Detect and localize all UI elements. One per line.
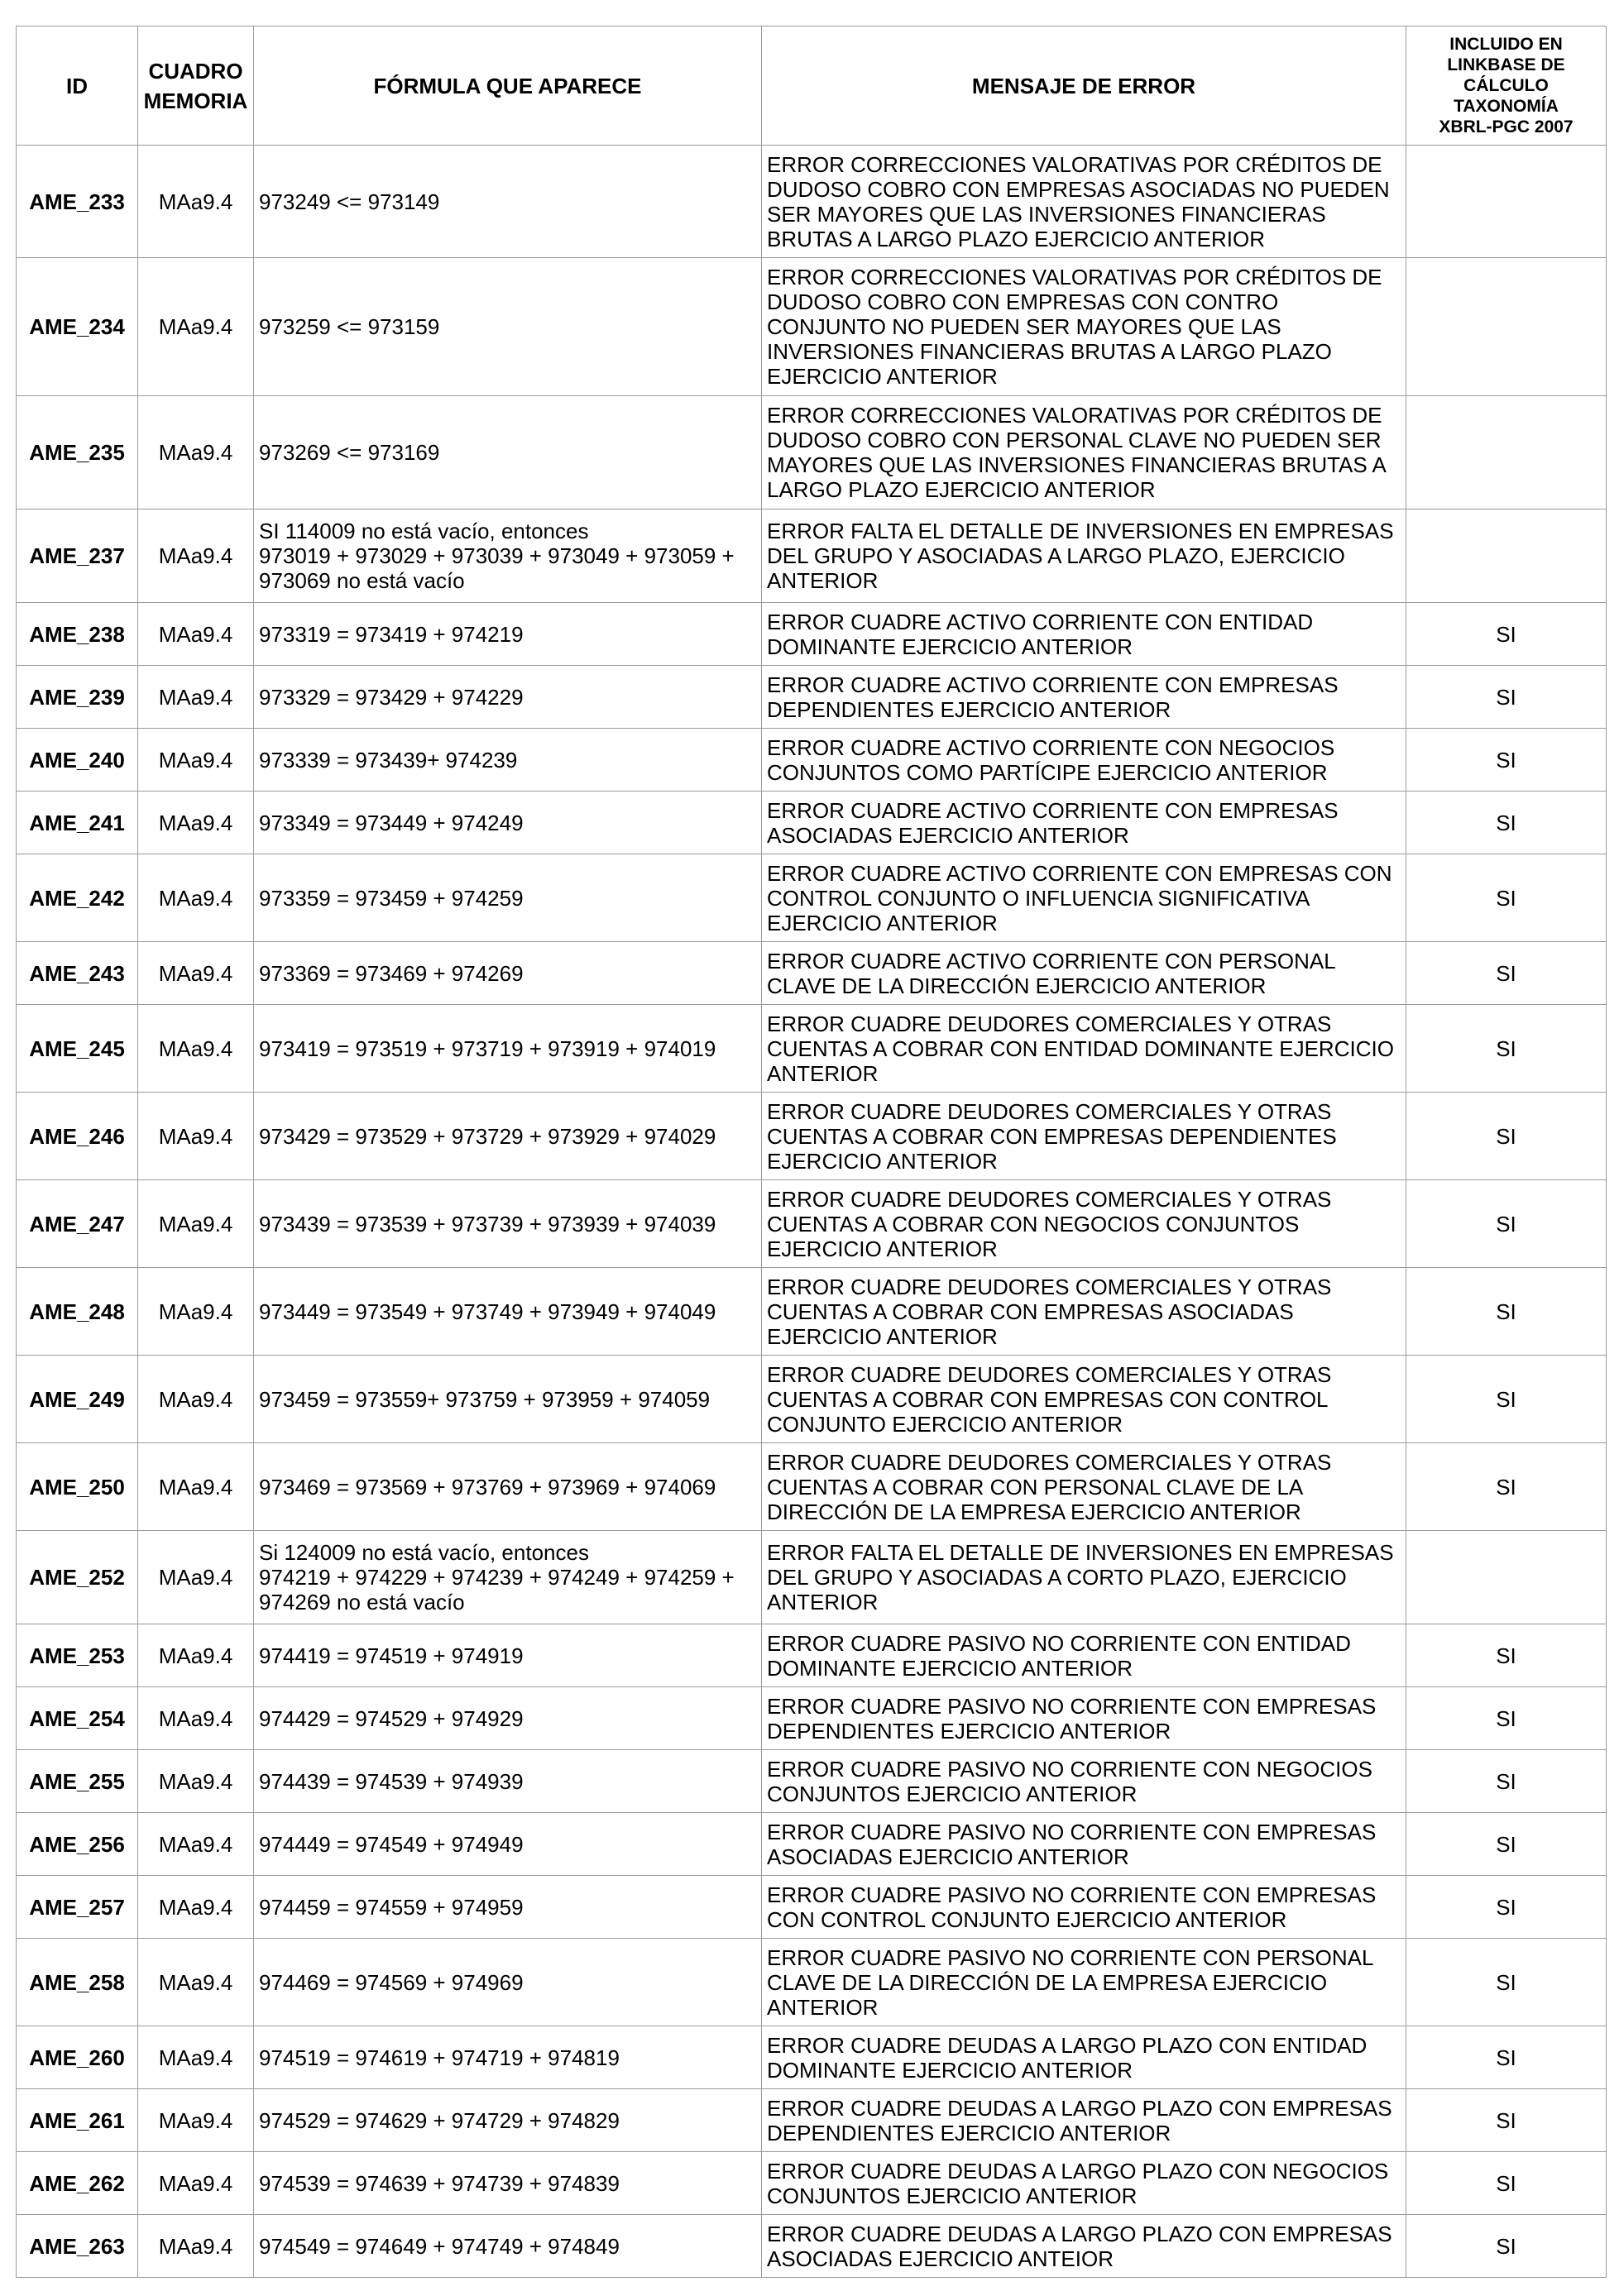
row-formula [254,146,762,258]
row-incluido-linkbase: SI [1406,1356,1607,1443]
row-formula [254,729,762,792]
row-id: AME_245 [17,1005,138,1093]
row-cuadro-memoria: MAa9.4 [138,1180,254,1268]
table-row [17,1939,1607,2026]
formula-line: 974449 = 974549 + 974949 [259,1831,524,1857]
header-row [17,26,1607,146]
row-cuadro-memoria: MAa9.4 [138,1750,254,1813]
row-incluido-linkbase [1406,509,1607,603]
formula-line: 973339 = 973439+ 974239 [259,747,518,773]
row-cuadro-memoria: MAa9.4 [138,1443,254,1531]
row-formula [254,258,762,396]
header-mensaje: MENSAJE DE ERROR [762,26,1406,146]
row-error-message: ERROR CUADRE PASIVO NO CORRIENTE CON EMPRESAS ASOCIADAS EJERCICIO ANTERIOR [762,1813,1406,1876]
header-incluido-line2: LINKBASE DE [1447,55,1565,74]
table-row [17,666,1607,729]
row-id: AME_241 [17,792,138,854]
row-cuadro-memoria: MAa9.4 [138,942,254,1005]
table-row [17,258,1607,396]
row-formula [254,2026,762,2089]
row-formula [254,1093,762,1180]
row-formula [254,396,762,509]
formula-line: 974439 = 974539 + 974939 [259,1768,524,1794]
table-row [17,1268,1607,1356]
row-incluido-linkbase: SI [1406,1813,1607,1876]
formula-line: 973349 = 973449 + 974249 [259,810,524,835]
row-error-message: ERROR CORRECCIONES VALORATIVAS POR CRÉDITOS DE DUDOSO COBRO CON EMPRESAS CON CONTRO CONJUNTO NO PUEDEN SER MAYORES QUE LAS INVERSIONES FINANCIERAS BRUTAS A LARGO PLAZO EJERCICIO ANTERIOR [762,258,1406,396]
row-error-message: ERROR CUADRE PASIVO NO CORRIENTE CON NEGOCIOS CONJUNTOS EJERCICIO ANTERIOR [762,1750,1406,1813]
header-incluido-line3: CÁLCULO [1463,76,1549,95]
row-formula [254,666,762,729]
row-id: AME_243 [17,942,138,1005]
row-id: AME_257 [17,1876,138,1939]
table-row [17,1876,1607,1939]
formula-line: 974219 + 974229 + 974239 + 974249 + 974259 + 974269 no está vacío [259,1565,735,1614]
formula-line: 973429 = 973529 + 973729 + 973929 + 974029 [259,1123,716,1149]
row-id: AME_254 [17,1687,138,1750]
row-formula [254,1005,762,1093]
row-incluido-linkbase: SI [1406,1750,1607,1813]
row-formula [254,792,762,854]
row-formula [254,2215,762,2278]
row-cuadro-memoria: MAa9.4 [138,1876,254,1939]
table-row [17,729,1607,792]
formula-line: SI 114009 no está vacío, entonces [259,519,589,543]
row-id: AME_234 [17,258,138,396]
row-id: AME_239 [17,666,138,729]
table-row [17,2215,1607,2278]
row-error-message: ERROR CUADRE ACTIVO CORRIENTE CON EMPRESAS ASOCIADAS EJERCICIO ANTERIOR [762,792,1406,854]
row-incluido-linkbase: SI [1406,2026,1607,2089]
row-id: AME_256 [17,1813,138,1876]
row-cuadro-memoria: MAa9.4 [138,1813,254,1876]
row-incluido-linkbase [1406,396,1607,509]
row-formula [254,603,762,666]
row-incluido-linkbase [1406,1531,1607,1624]
formula-line: 973449 = 973549 + 973749 + 973949 + 974049 [259,1299,716,1324]
row-incluido-linkbase: SI [1406,1093,1607,1180]
row-id: AME_240 [17,729,138,792]
row-incluido-linkbase: SI [1406,854,1607,942]
table-row [17,1750,1607,1813]
row-cuadro-memoria: MAa9.4 [138,1093,254,1180]
row-id: AME_246 [17,1093,138,1180]
header-incluido-line1: INCLUIDO EN [1449,35,1563,54]
row-formula [254,1750,762,1813]
row-cuadro-memoria: MAa9.4 [138,2089,254,2152]
row-id: AME_263 [17,2215,138,2278]
table-row [17,1180,1607,1268]
header-incluido-line4: TAXONOMÍA [1454,97,1559,116]
row-id: AME_261 [17,2089,138,2152]
table-row [17,1356,1607,1443]
row-incluido-linkbase: SI [1406,1624,1607,1687]
table-row [17,1093,1607,1180]
row-incluido-linkbase: SI [1406,2089,1607,2152]
formula-line: 974429 = 974529 + 974929 [259,1705,524,1731]
row-error-message: ERROR FALTA EL DETALLE DE INVERSIONES EN EMPRESAS DEL GRUPO Y ASOCIADAS A CORTO PLAZO, EJERCICIO ANTERIOR [762,1531,1406,1624]
row-cuadro-memoria: MAa9.4 [138,2026,254,2089]
row-incluido-linkbase: SI [1406,942,1607,1005]
header-incluido [1406,26,1607,146]
table-row [17,854,1607,942]
header-cuadro-line1: CUADRO [148,58,243,84]
header-formula: FÓRMULA QUE APARECE [254,26,762,146]
table-row [17,2026,1607,2089]
formula-line: 973369 = 973469 + 974269 [259,960,524,986]
row-cuadro-memoria: MAa9.4 [138,603,254,666]
formula-line: 974539 = 974639 + 974739 + 974839 [259,2170,620,2196]
row-formula [254,2089,762,2152]
row-formula [254,2152,762,2215]
row-error-message: ERROR CUADRE DEUDORES COMERCIALES Y OTRAS CUENTAS A COBRAR CON EMPRESAS CON CONTROL CONJUNTO EJERCICIO ANTERIOR [762,1356,1406,1443]
row-formula [254,1531,762,1624]
formula-line: 974469 = 974569 + 974969 [259,1969,524,1995]
row-incluido-linkbase: SI [1406,1005,1607,1093]
table-row [17,1531,1607,1624]
table-row [17,509,1607,603]
table-body [17,146,1607,2278]
formula-line: 973269 <= 973169 [259,440,440,465]
row-incluido-linkbase: SI [1406,666,1607,729]
row-id: AME_249 [17,1356,138,1443]
row-error-message: ERROR CUADRE DEUDORES COMERCIALES Y OTRAS CUENTAS A COBRAR CON EMPRESAS ASOCIADAS EJERCICIO ANTERIOR [762,1268,1406,1356]
row-cuadro-memoria: MAa9.4 [138,854,254,942]
row-incluido-linkbase: SI [1406,1876,1607,1939]
table-row [17,792,1607,854]
header-incluido-line5: XBRL-PGC 2007 [1439,117,1573,136]
row-error-message: ERROR CUADRE ACTIVO CORRIENTE CON NEGOCIOS CONJUNTOS COMO PARTÍCIPE EJERCICIO ANTERIOR [762,729,1406,792]
row-formula [254,1268,762,1356]
row-cuadro-memoria: MAa9.4 [138,1624,254,1687]
row-error-message: ERROR FALTA EL DETALLE DE INVERSIONES EN EMPRESAS DEL GRUPO Y ASOCIADAS A LARGO PLAZO, EJERCICIO ANTERIOR [762,509,1406,603]
row-id: AME_252 [17,1531,138,1624]
validation-rules-table [16,26,1607,2278]
row-incluido-linkbase [1406,258,1607,396]
table-row [17,603,1607,666]
row-cuadro-memoria: MAa9.4 [138,1356,254,1443]
row-error-message: ERROR CUADRE PASIVO NO CORRIENTE CON EMPRESAS DEPENDIENTES EJERCICIO ANTERIOR [762,1687,1406,1750]
row-cuadro-memoria: MAa9.4 [138,1005,254,1093]
formula-line: 973329 = 973429 + 974229 [259,684,524,710]
table-row [17,1005,1607,1093]
row-error-message: ERROR CORRECCIONES VALORATIVAS POR CRÉDITOS DE DUDOSO COBRO CON EMPRESAS ASOCIADAS NO PUEDEN SER MAYORES QUE LAS INVERSIONES FINANCIERAS BRUTAS A LARGO PLAZO EJERCICIO ANTERIOR [762,146,1406,258]
row-incluido-linkbase: SI [1406,729,1607,792]
row-cuadro-memoria: MAa9.4 [138,146,254,258]
row-id: AME_260 [17,2026,138,2089]
table-row [17,942,1607,1005]
header-cuadro-memoria [138,26,254,146]
formula-line: 973249 <= 973149 [259,189,440,214]
row-id: AME_258 [17,1939,138,2026]
row-formula [254,1813,762,1876]
row-error-message: ERROR CUADRE ACTIVO CORRIENTE CON ENTIDAD DOMINANTE EJERCICIO ANTERIOR [762,603,1406,666]
row-cuadro-memoria: MAa9.4 [138,1268,254,1356]
row-formula [254,942,762,1005]
row-cuadro-memoria: MAa9.4 [138,258,254,396]
row-id: AME_235 [17,396,138,509]
formula-line: Si 124009 no está vacío, entonces [259,1540,589,1565]
row-error-message: ERROR CUADRE DEUDAS A LARGO PLAZO CON NEGOCIOS CONJUNTOS EJERCICIO ANTERIOR [762,2152,1406,2215]
row-id: AME_248 [17,1268,138,1356]
row-id: AME_237 [17,509,138,603]
row-formula [254,1876,762,1939]
formula-line: 974519 = 974619 + 974719 + 974819 [259,2045,620,2070]
row-cuadro-memoria: MAa9.4 [138,2152,254,2215]
formula-line: 973469 = 973569 + 973769 + 973969 + 974069 [259,1474,716,1500]
row-error-message: ERROR CUADRE DEUDORES COMERCIALES Y OTRAS CUENTAS A COBRAR CON NEGOCIOS CONJUNTOS EJERCICIO ANTERIOR [762,1180,1406,1268]
row-formula [254,1180,762,1268]
row-incluido-linkbase: SI [1406,2152,1607,2215]
row-id: AME_233 [17,146,138,258]
row-incluido-linkbase: SI [1406,1268,1607,1356]
row-incluido-linkbase: SI [1406,792,1607,854]
row-id: AME_262 [17,2152,138,2215]
row-incluido-linkbase [1406,146,1607,258]
row-id: AME_247 [17,1180,138,1268]
table-row [17,396,1607,509]
row-cuadro-memoria: MAa9.4 [138,396,254,509]
row-error-message: ERROR CUADRE PASIVO NO CORRIENTE CON ENTIDAD DOMINANTE EJERCICIO ANTERIOR [762,1624,1406,1687]
header-cuadro-line2: MEMORIA [143,88,248,113]
row-id: AME_242 [17,854,138,942]
document-page [16,26,1606,2278]
table-row [17,1624,1607,1687]
row-error-message: ERROR CUADRE PASIVO NO CORRIENTE CON EMPRESAS CON CONTROL CONJUNTO EJERCICIO ANTERIOR [762,1876,1406,1939]
row-formula [254,1687,762,1750]
row-cuadro-memoria: MAa9.4 [138,2215,254,2278]
row-error-message: ERROR CUADRE DEUDAS A LARGO PLAZO CON EMPRESAS ASOCIADAS EJERCICIO ANTEIOR [762,2215,1406,2278]
row-id: AME_253 [17,1624,138,1687]
row-error-message: ERROR CORRECCIONES VALORATIVAS POR CRÉDITOS DE DUDOSO COBRO CON PERSONAL CLAVE NO PUEDEN SER MAYORES QUE LAS INVERSIONES FINANCIERAS BRUTAS A LARGO PLAZO EJERCICIO ANTERIOR [762,396,1406,509]
row-incluido-linkbase: SI [1406,603,1607,666]
row-id: AME_250 [17,1443,138,1531]
row-error-message: ERROR CUADRE ACTIVO CORRIENTE CON PERSONAL CLAVE DE LA DIRECCIÓN EJERCICIO ANTERIOR [762,942,1406,1005]
row-cuadro-memoria: MAa9.4 [138,509,254,603]
row-id: AME_255 [17,1750,138,1813]
row-incluido-linkbase: SI [1406,1443,1607,1531]
formula-line: 973259 <= 973159 [259,314,440,339]
row-incluido-linkbase: SI [1406,1939,1607,2026]
row-cuadro-memoria: MAa9.4 [138,1531,254,1624]
header-id: ID [17,26,138,146]
row-incluido-linkbase: SI [1406,2215,1607,2278]
row-error-message: ERROR CUADRE DEUDORES COMERCIALES Y OTRAS CUENTAS A COBRAR CON EMPRESAS DEPENDIENTES EJERCICIO ANTERIOR [762,1093,1406,1180]
formula-line: 974529 = 974629 + 974729 + 974829 [259,2107,620,2133]
row-error-message: ERROR CUADRE DEUDORES COMERCIALES Y OTRAS CUENTAS A COBRAR CON ENTIDAD DOMINANTE EJERCICIO ANTERIOR [762,1005,1406,1093]
table-row [17,1443,1607,1531]
table-header [17,26,1607,146]
row-error-message: ERROR CUADRE ACTIVO CORRIENTE CON EMPRESAS DEPENDIENTES EJERCICIO ANTERIOR [762,666,1406,729]
row-formula [254,1939,762,2026]
formula-line: 973019 + 973029 + 973039 + 973049 + 973059 + 973069 no está vacío [259,543,735,593]
formula-line: 974549 = 974649 + 974749 + 974849 [259,2233,620,2259]
row-formula [254,854,762,942]
row-formula [254,1624,762,1687]
row-formula [254,509,762,603]
row-id: AME_238 [17,603,138,666]
table-row [17,1813,1607,1876]
row-cuadro-memoria: MAa9.4 [138,666,254,729]
formula-line: 973419 = 973519 + 973719 + 973919 + 974019 [259,1036,716,1061]
row-formula [254,1356,762,1443]
row-cuadro-memoria: MAa9.4 [138,792,254,854]
row-error-message: ERROR CUADRE DEUDAS A LARGO PLAZO CON EMPRESAS DEPENDIENTES EJERCICIO ANTERIOR [762,2089,1406,2152]
table-row [17,146,1607,258]
table-row [17,1687,1607,1750]
row-incluido-linkbase: SI [1406,1687,1607,1750]
table-row [17,2152,1607,2215]
formula-line: 973359 = 973459 + 974259 [259,885,524,911]
row-formula [254,1443,762,1531]
formula-line: 973439 = 973539 + 973739 + 973939 + 974039 [259,1211,716,1236]
formula-line: 974419 = 974519 + 974919 [259,1643,524,1668]
row-incluido-linkbase: SI [1406,1180,1607,1268]
row-error-message: ERROR CUADRE DEUDORES COMERCIALES Y OTRAS CUENTAS A COBRAR CON PERSONAL CLAVE DE LA DIRECCIÓN DE LA EMPRESA EJERCICIO ANTERIOR [762,1443,1406,1531]
row-cuadro-memoria: MAa9.4 [138,729,254,792]
row-cuadro-memoria: MAa9.4 [138,1939,254,2026]
row-error-message: ERROR CUADRE ACTIVO CORRIENTE CON EMPRESAS CON CONTROL CONJUNTO O INFLUENCIA SIGNIFICATIVA EJERCICIO ANTERIOR [762,854,1406,942]
formula-line: 973319 = 973419 + 974219 [259,621,524,647]
table-row [17,2089,1607,2152]
formula-line: 973459 = 973559+ 973759 + 973959 + 974059 [259,1386,711,1412]
row-error-message: ERROR CUADRE PASIVO NO CORRIENTE CON PERSONAL CLAVE DE LA DIRECCIÓN DE LA EMPRESA EJERCICIO ANTERIOR [762,1939,1406,2026]
row-cuadro-memoria: MAa9.4 [138,1687,254,1750]
formula-line: 974459 = 974559 + 974959 [259,1894,524,1920]
row-error-message: ERROR CUADRE DEUDAS A LARGO PLAZO CON ENTIDAD DOMINANTE EJERCICIO ANTERIOR [762,2026,1406,2089]
